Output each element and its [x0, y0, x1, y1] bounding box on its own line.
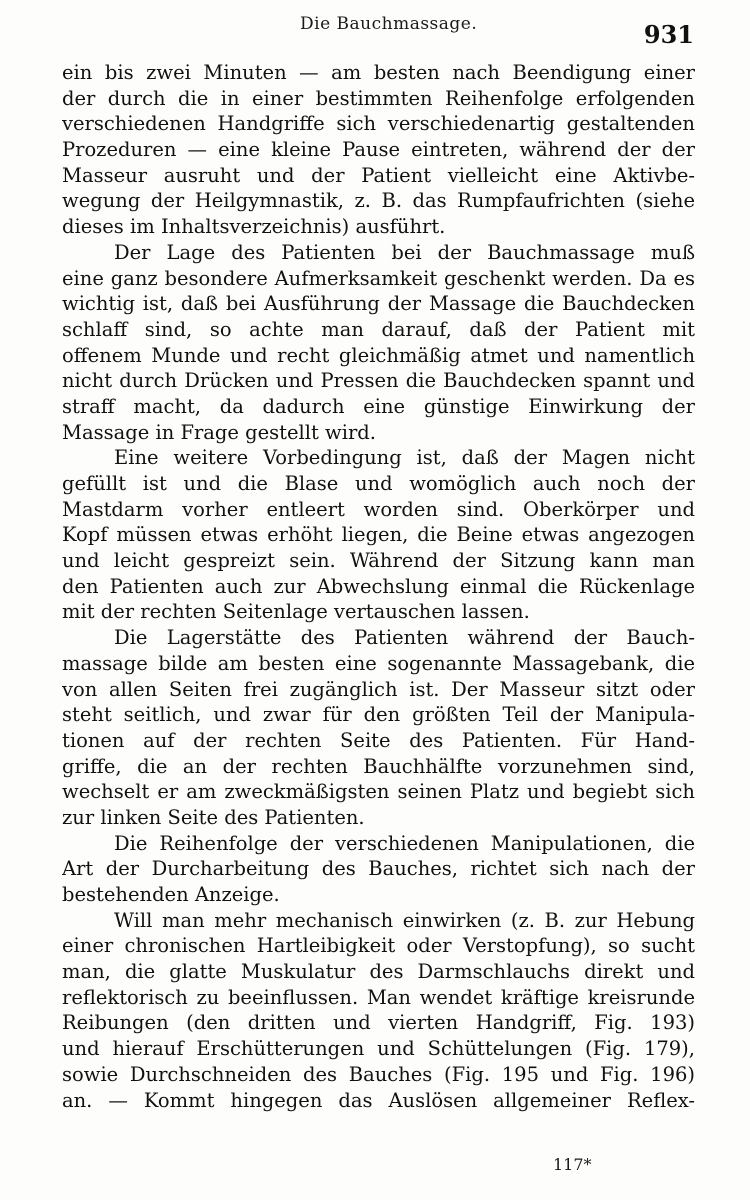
- text-line: Die Lagerstätte des Patienten während der Bauch-: [114, 626, 695, 650]
- text-line: offenem Munde und recht gleichmäßig atmet und namentlich: [62, 343, 695, 367]
- text-line: und leicht gespreizt sein. Während der Sitzung kann man: [62, 549, 695, 573]
- text-line: massage bilde am besten eine sogenannte Massagebank, die: [62, 651, 695, 675]
- text-line: Mastdarm vorher entleert worden sind. Oberkörper und: [62, 497, 695, 521]
- text-line: Reibungen (den dritten und vierten Handgriff, Fig. 193): [62, 1011, 695, 1035]
- text-line: Art der Durcharbeitung des Bauches, richtet sich nach der: [62, 857, 695, 881]
- body-text: [62, 60, 695, 1113]
- text-line: den Patienten auch zur Abwechslung einmal die Rückenlage: [62, 574, 695, 598]
- text-line: tionen auf der rechten Seite des Patienten. Für Hand-: [62, 728, 695, 752]
- text-line: der durch die in einer bestimmten Reihenfolge erfolgenden: [62, 86, 695, 110]
- text-line: wegung der Heilgymnastik, z. B. das Rumpfaufrichten (siehe: [62, 189, 695, 213]
- running-title: Die Bauchmassage.: [300, 14, 478, 34]
- text-line: Eine weitere Vorbedingung ist, daß der Magen nicht: [114, 446, 695, 470]
- text-line: wichtig ist, daß bei Ausführung der Massage die Bauchdecken: [62, 292, 695, 316]
- text-line: Prozeduren — eine kleine Pause eintreten, während der der: [62, 138, 695, 162]
- text-line: eine ganz besondere Aufmerksamkeit geschenkt werden. Da es: [62, 266, 695, 290]
- text-line: dieses im Inhaltsverzeichnis) ausführt.: [62, 215, 446, 239]
- text-line: zur linken Seite des Patienten.: [62, 805, 365, 829]
- text-line: reflektorisch zu beeinflussen. Man wendet kräftige kreisrunde: [62, 985, 695, 1009]
- text-line: straff macht, da dadurch eine günstige Einwirkung der: [62, 394, 695, 418]
- text-line: schlaff sind, so achte man darauf, daß der Patient mit: [62, 317, 695, 341]
- text-line: und hierauf Erschütterungen und Schüttelungen (Fig. 179),: [62, 1037, 695, 1061]
- text-line: steht seitlich, und zwar für den größten Teil der Manipula-: [62, 703, 695, 727]
- text-line: Die Reihenfolge der verschiedenen Manipulationen, die: [114, 831, 695, 855]
- text-line: Masseur ausruht und der Patient vielleicht eine Aktivbe-: [62, 163, 695, 187]
- text-line: sowie Durchschneiden des Bauches (Fig. 195 und Fig. 196): [62, 1062, 695, 1086]
- text-line: griffe, die an der rechten Bauchhälfte vorzunehmen sind,: [62, 754, 695, 778]
- page-number: 931: [643, 20, 694, 49]
- text-line: Der Lage des Patienten bei der Bauchmassage muß: [114, 240, 695, 264]
- text-line: von allen Seiten frei zugänglich ist. Der Masseur sitzt oder: [62, 677, 695, 701]
- text-line: an. — Kommt hingegen das Auslösen allgemeiner Reflex-: [62, 1088, 695, 1112]
- text-line: verschiedenen Handgriffe sich verschiedenartig gestaltenden: [62, 112, 695, 136]
- text-line: wechselt er am zweckmäßigsten seinen Platz und begiebt sich: [62, 780, 695, 804]
- text-line: Kopf müssen etwas erhöht liegen, die Beine etwas angezogen: [62, 523, 695, 547]
- text-line: mit der rechten Seitenlage vertauschen lassen.: [62, 600, 530, 624]
- text-line: einer chronischen Hartleibigkeit oder Verstopfung), so sucht: [62, 934, 695, 958]
- text-line: man, die glatte Muskulatur des Darmschlauchs direkt und: [62, 960, 695, 984]
- text-line: ein bis zwei Minuten — am besten nach Beendigung einer: [62, 61, 695, 84]
- text-line: Massage in Frage gestellt wird.: [62, 420, 376, 444]
- text-line: nicht durch Drücken und Pressen die Bauchdecken spannt und: [62, 369, 695, 393]
- text-line: bestehenden Anzeige.: [62, 883, 280, 906]
- text-line: Will man mehr mechanisch einwirken (z. B. zur Hebung: [114, 908, 695, 932]
- signature-mark: 117*: [553, 1155, 592, 1174]
- text-line: gefüllt ist und die Blase und womöglich auch noch der: [62, 472, 695, 495]
